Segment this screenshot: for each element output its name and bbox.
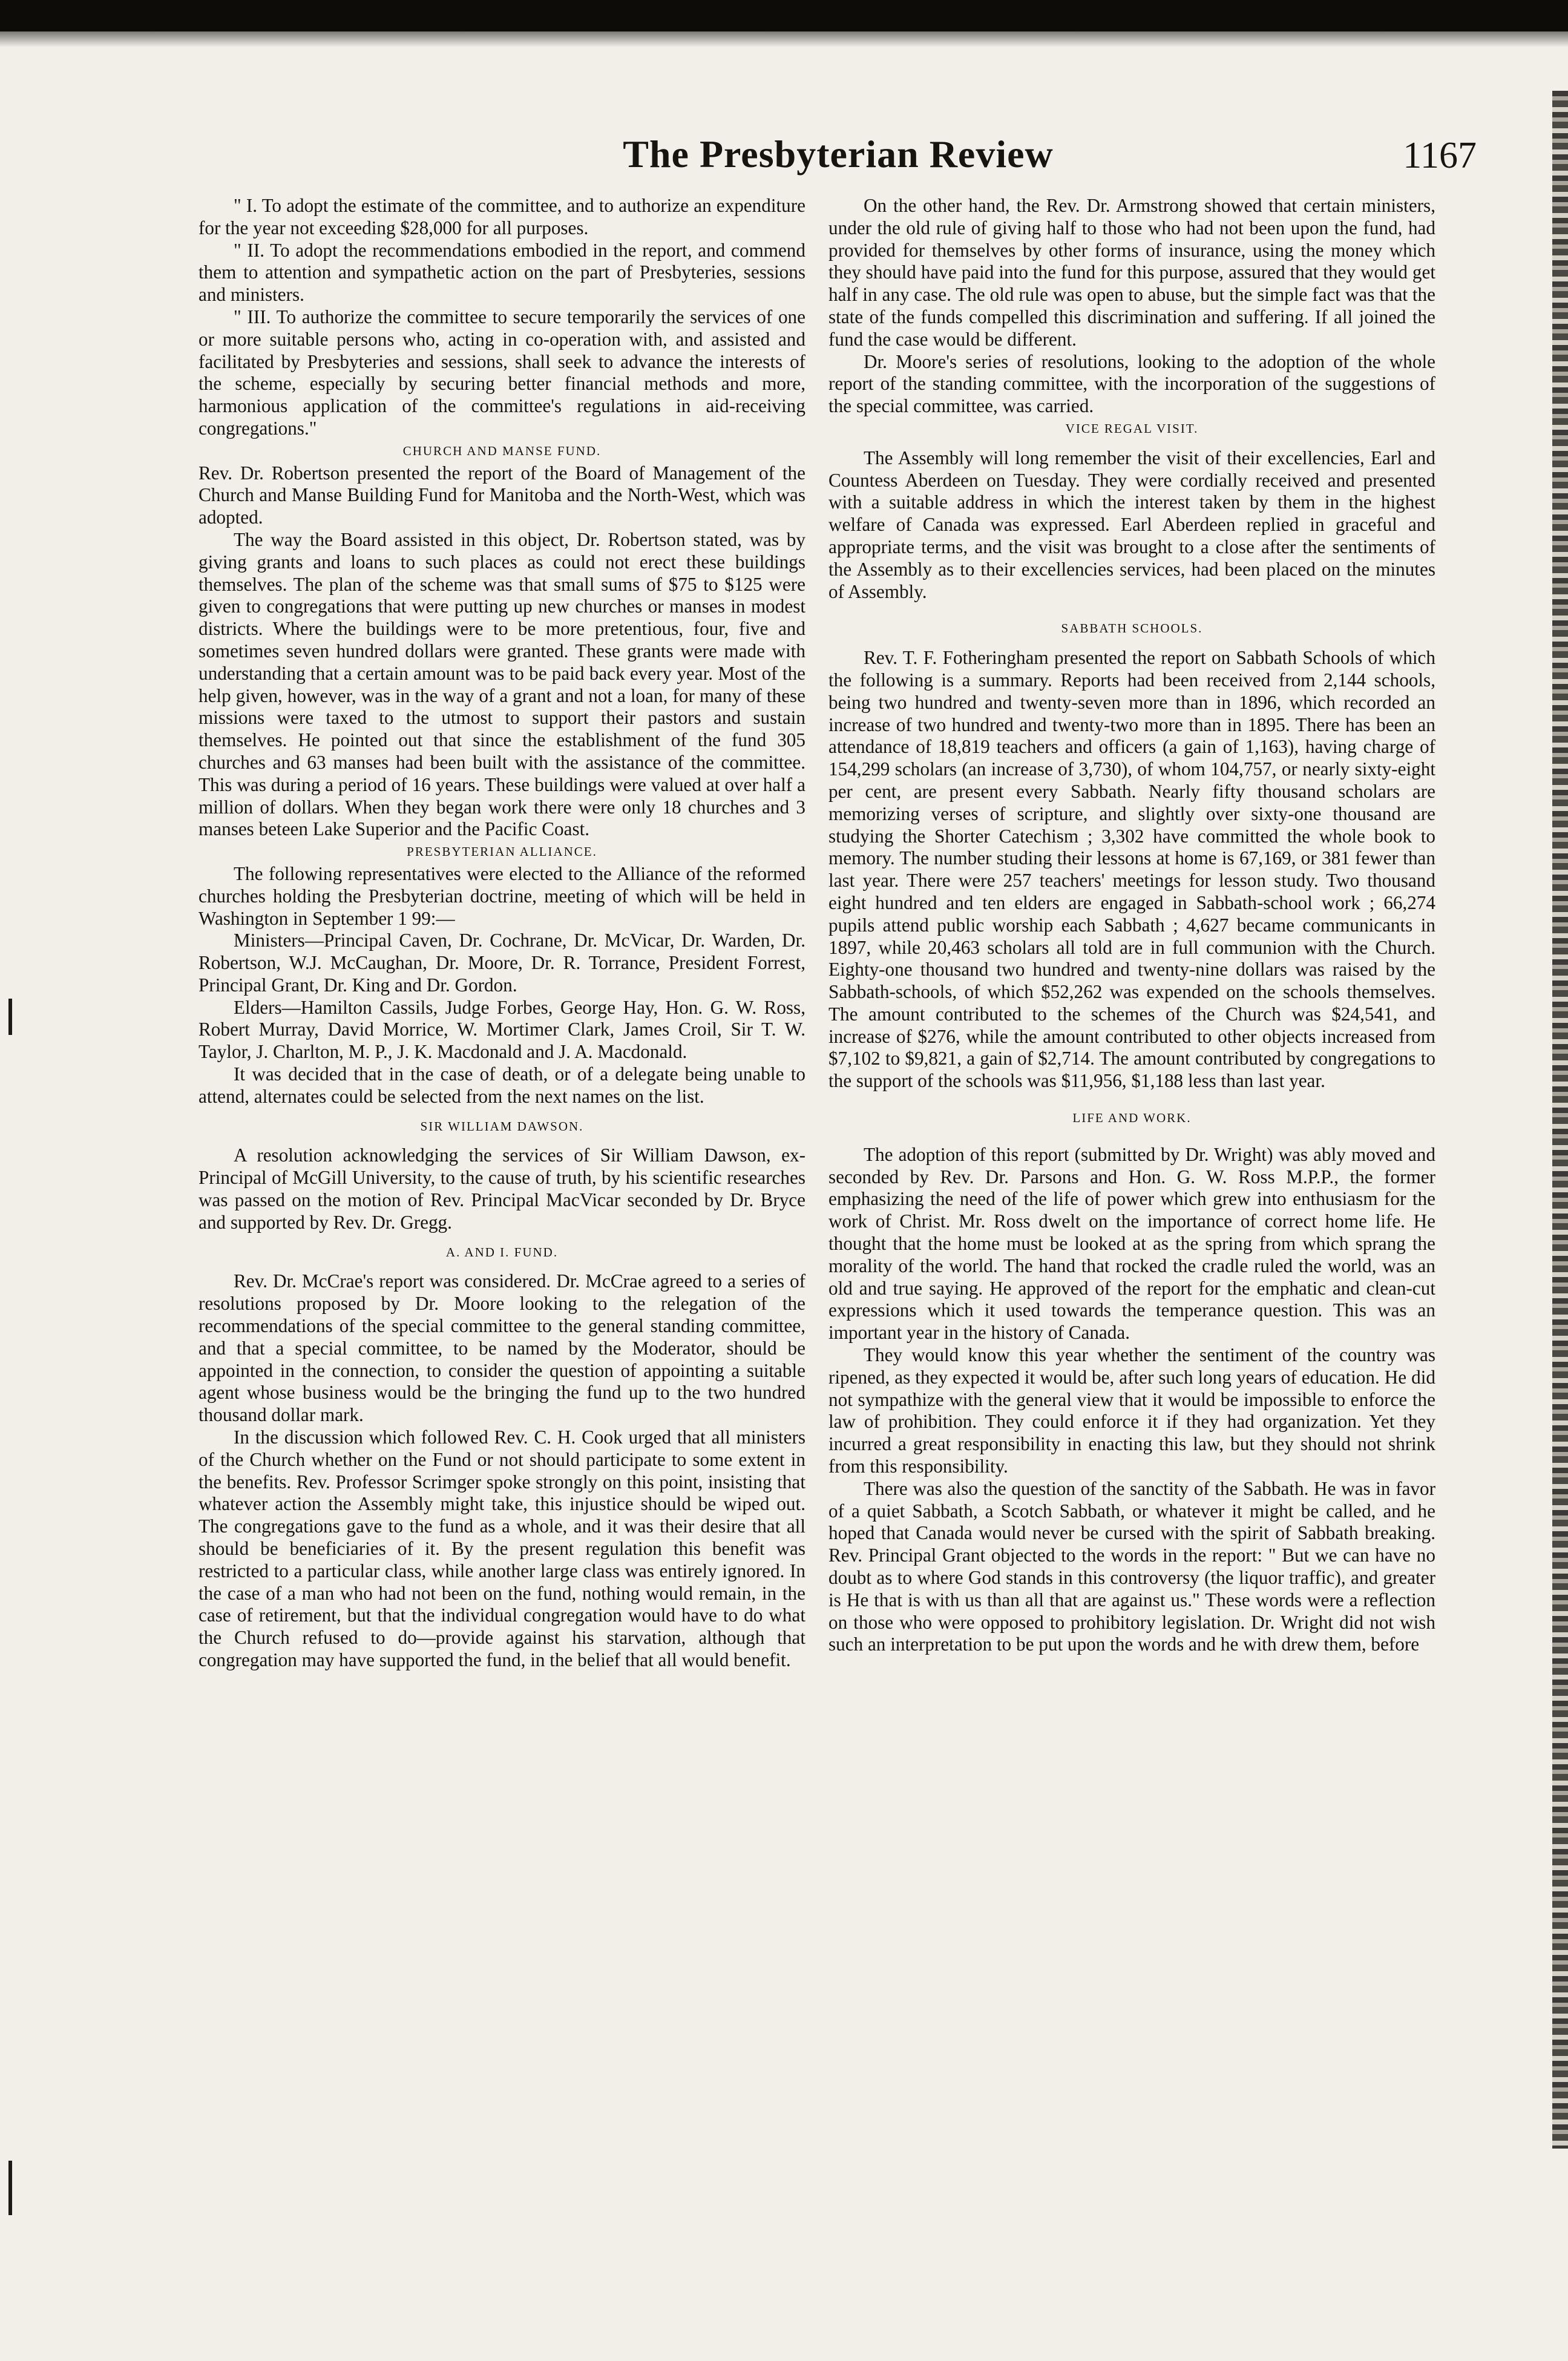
scan-left-mark: [8, 2161, 12, 2215]
paragraph: Dr. Moore's series of resolutions, looking to the adoption of the whole report of the standing committee, with the incorporation of the suggestions of the special committee, was carried.: [828, 350, 1435, 417]
section-heading-dawson: SIR WILLIAM DAWSON.: [420, 1118, 584, 1134]
scan-left-mark: [8, 999, 12, 1035]
paragraph: The following representatives were elected to the Alliance of the reformed churches holding the Presbyterian doctrine, meeting of which will be held in Washington in September 1 99:—: [198, 862, 805, 929]
ministers-list: Ministers—Principal Caven, Dr. Cochrane, Dr. McVicar, Dr. Warden, Dr. Robertson, W.J. McCaughan, Dr. Moore, Dr. R. Torrance, President Forrest, Principal Grant, Dr. King and Dr. Gordon.: [198, 930, 805, 996]
section-heading-church-manse: CHURCH AND MANSE FUND.: [402, 443, 602, 458]
section-heading-ai-fund: A. AND I. FUND.: [445, 1244, 559, 1259]
section-heading-life-work: LIFE AND WORK.: [1072, 1111, 1192, 1126]
paragraph: It was decided that in the case of death, or of a delegate being unable to attend, alternates could be selected from the next names on the list.: [198, 1063, 805, 1107]
page-number: 1167: [1403, 135, 1477, 176]
paragraph: The Assembly will long remember the visit of their excellencies, Earl and Countess Aberdeen on Tuesday. They were cordially received and presented with a suitable address in which the interest taken by them in the highest welfare of Canada was expressed. Earl Aberdeen replied in graceful and appropriate terms, and the visit was brought to a close after the sentiments of the Assembly as to their excellencies services, had been placed on the minutes of Assembly.: [828, 447, 1435, 602]
scan-right-edge: [1552, 91, 1568, 2149]
left-column: [198, 195, 805, 1672]
scan-top-border: [0, 0, 1568, 31]
section-heading-vice-regal: VICE REGAL VISIT.: [1065, 421, 1199, 436]
paragraph: Rev. Dr. Robertson presented the report of the Board of Management of the Church and Manse Building Fund for Manitoba and the North-West, which was adopted.: [198, 462, 805, 528]
scan-top-shadow: [0, 31, 1568, 47]
paragraph: Rev. T. F. Fotheringham presented the report on Sabbath Schools of which the following is a summary. Reports had been received from 2,144 schools, being two hundred and twenty-seven more than in 1896, which recorded an increase of two hundred and twenty-two more than in 1895. There has been an attendance of 18,819 teachers and officers (a gain of 1,163), having charge of 154,299 scholars (an increase of 3,730), of whom 104,757, or nearly sixty-eight per cent, are present every Sabbath. Nearly fifty thousand scholars are memorizing verses of scripture, and slightly over sixty-one thousand are studying the Shorter Catechism ; 3,302 have committed the whole book to memory. The number studing their lessons at home is 67,169, or 381 fewer than last year. There were 257 teachers' meetings for lesson study. Two thousand eight hundred and ten elders are engaged in Sabbath-school work ; 66,274 pupils attend public worship each Sabbath ; 4,627 became communicants in 1897, while 20,463 scholars all told are in full communion with the Church. Eighty-one thousand two hundred and twenty-nine dollars was raised by the Sabbath-schools, of which $52,262 was expended on the schools themselves. The amount contributed to the schemes of the Church was $24,541, and increase of $276, while the amount contributed to other objects increased from $7,102 to $9,821, a gain of $2,714. The amount contributed by congregations to the support of the schools was $11,956, $1,188 less than last year.: [828, 647, 1435, 1092]
page-header: [200, 132, 1477, 192]
elders-list: Elders—Hamilton Cassils, Judge Forbes, George Hay, Hon. G. W. Ross, Robert Murray, David Morrice, W. Mortimer Clark, James Croil, Sir T. W. Taylor, J. Charlton, M. P., J. K. Macdonald and J. A. Macdonald.: [198, 996, 805, 1063]
paragraph: They would know this year whether the sentiment of the country was ripened, as they expected it would be, after such long years of education. He did not sympathize with the general view that it would be impossible to enforce the law of prohibition. They could enforce it if they had organization. Yet they incurred a great responsibility in enacting this law, but they should not shrink from this responsibility.: [828, 1344, 1435, 1477]
paragraph: The way the Board assisted in this object, Dr. Robertson stated, was by giving grants and loans to such places as could not erect these buildings themselves. The plan of the scheme was that small sums of $75 to $125 were given to congregations that were putting up new churches or manses in modest districts. Where the buildings were to be more pretentious, four, five and sometimes seven hundred dollars were granted. These grants were made with understanding that a certain amount was to be paid back every year. Most of the help given, however, was in the way of a grant and not a loan, for many of these missions were taxed to the utmost to support their pastors and sustain themselves. He pointed out that since the establishment of the fund 305 churches and 63 manses had been built with the assistance of the committee. This was during a period of 16 years. These buildings were valued at over half a million of dollars. When they began work there were only 18 churches and 3 manses beteen Lake Superior and the Pacific Coast.: [198, 528, 805, 840]
resolution-two: " II. To adopt the recommendations embodied in the report, and commend them to attention and sympathetic action on the part of Presbyteries, sessions and ministers.: [198, 239, 805, 306]
journal-title: The Presbyterian Review: [623, 133, 1054, 176]
paragraph: There was also the question of the sanctity of the Sabbath. He was in favor of a quiet Sabbath, a Scotch Sabbath, or whatever it might be called, and he hoped that Canada would never be cursed with the spirit of Sabbath breaking. Rev. Principal Grant objected to the words in the report: " But we can have no doubt as to where God stands in this controversy (the liquor traffic), and greater is He that is with us than all that are against us." These words were a reflection on those who were opposed to prohibitory legislation. Dr. Wright did not wish such an interpretation to be put upon the words and he with drew them, before: [828, 1477, 1435, 1655]
section-heading-sabbath-schools: SABBATH SCHOOLS.: [1061, 621, 1203, 636]
resolution-three: " III. To authorize the committee to secure temporarily the services of one or more suitable persons who, acting in co-operation with, and assisted and facilitated by Presbyteries and sessions, shall seek to advance the interests of the scheme, especially by securing better financial methods and more, harmonious application of the committee's regulations in aid-receiving congregations.": [198, 306, 805, 439]
right-column: [828, 195, 1435, 1656]
paragraph: The adoption of this report (submitted by Dr. Wright) was ably moved and seconded by Rev. Dr. Parsons and Hon. G. W. Ross M.P.P., the former emphasizing the need of the life of power which grew into enthusiasm for the work of Christ. Mr. Ross dwelt on the importance of correct home life. He thought that the home must be looked at as the spring from which sprang the morality of the world. The hand that rocked the cradle ruled the world, was an old and true saying. He approved of the report for the emphatic and clean-cut expressions which it used towards the temperance question. This was an important year in the history of Canada.: [828, 1143, 1435, 1344]
paragraph: A resolution acknowledging the services of Sir William Dawson, ex-Principal of McGill University, to the cause of truth, by his scientific researches was passed on the motion of Rev. Principal MacVicar seconded by Dr. Bryce and supported by Rev. Dr. Gregg.: [198, 1144, 805, 1233]
paragraph: On the other hand, the Rev. Dr. Armstrong showed that certain ministers, under the old rule of giving half to those who had not been upon the fund, had provided for themselves by other forms of insurance, using the money which they should have paid into the fund for this purpose, assured that they would get half in any case. The old rule was open to abuse, but the simple fact was that the state of the funds compelled this discrimination and suffering. If all joined the fund the case would be different.: [828, 195, 1435, 350]
section-heading-alliance: PRESBYTERIAN ALLIANCE.: [407, 844, 597, 859]
paragraph: In the discussion which followed Rev. C. H. Cook urged that all ministers of the Church whether on the Fund or not should participate to some extent in the benefits. Rev. Professor Scrimger spoke strongly on this point, insisting that whatever action the Assembly might take, this injustice should be wiped out. The congregations gave to the fund as a whole, and it was their desire that all should be beneficiaries of it. By the present regulation this benefit was restricted to a particular class, while another large class was entirely ignored. In the case of a man who had not been on the fund, nothing would remain, in the case of retirement, but that the individual congregation would have to do what the Church refused to do—provide against his starvation, although that congregation may have supported the fund, in the belief that all would benefit.: [198, 1427, 805, 1670]
resolution-one: " I. To adopt the estimate of the committee, and to authorize an expenditure for the year not exceeding $28,000 for all purposes.: [198, 195, 805, 238]
paragraph: Rev. Dr. McCrae's report was considered. Dr. McCrae agreed to a series of resolutions proposed by Dr. Moore looking to the relegation of the recommendations of the special committee to the general standing committee, and that a special committee, to be named by the Moderator, should be appointed in the connection, to consider the question of appointing a suitable agent whose business would be the bringing the fund up to the two hundred thousand dollar mark.: [198, 1270, 805, 1426]
